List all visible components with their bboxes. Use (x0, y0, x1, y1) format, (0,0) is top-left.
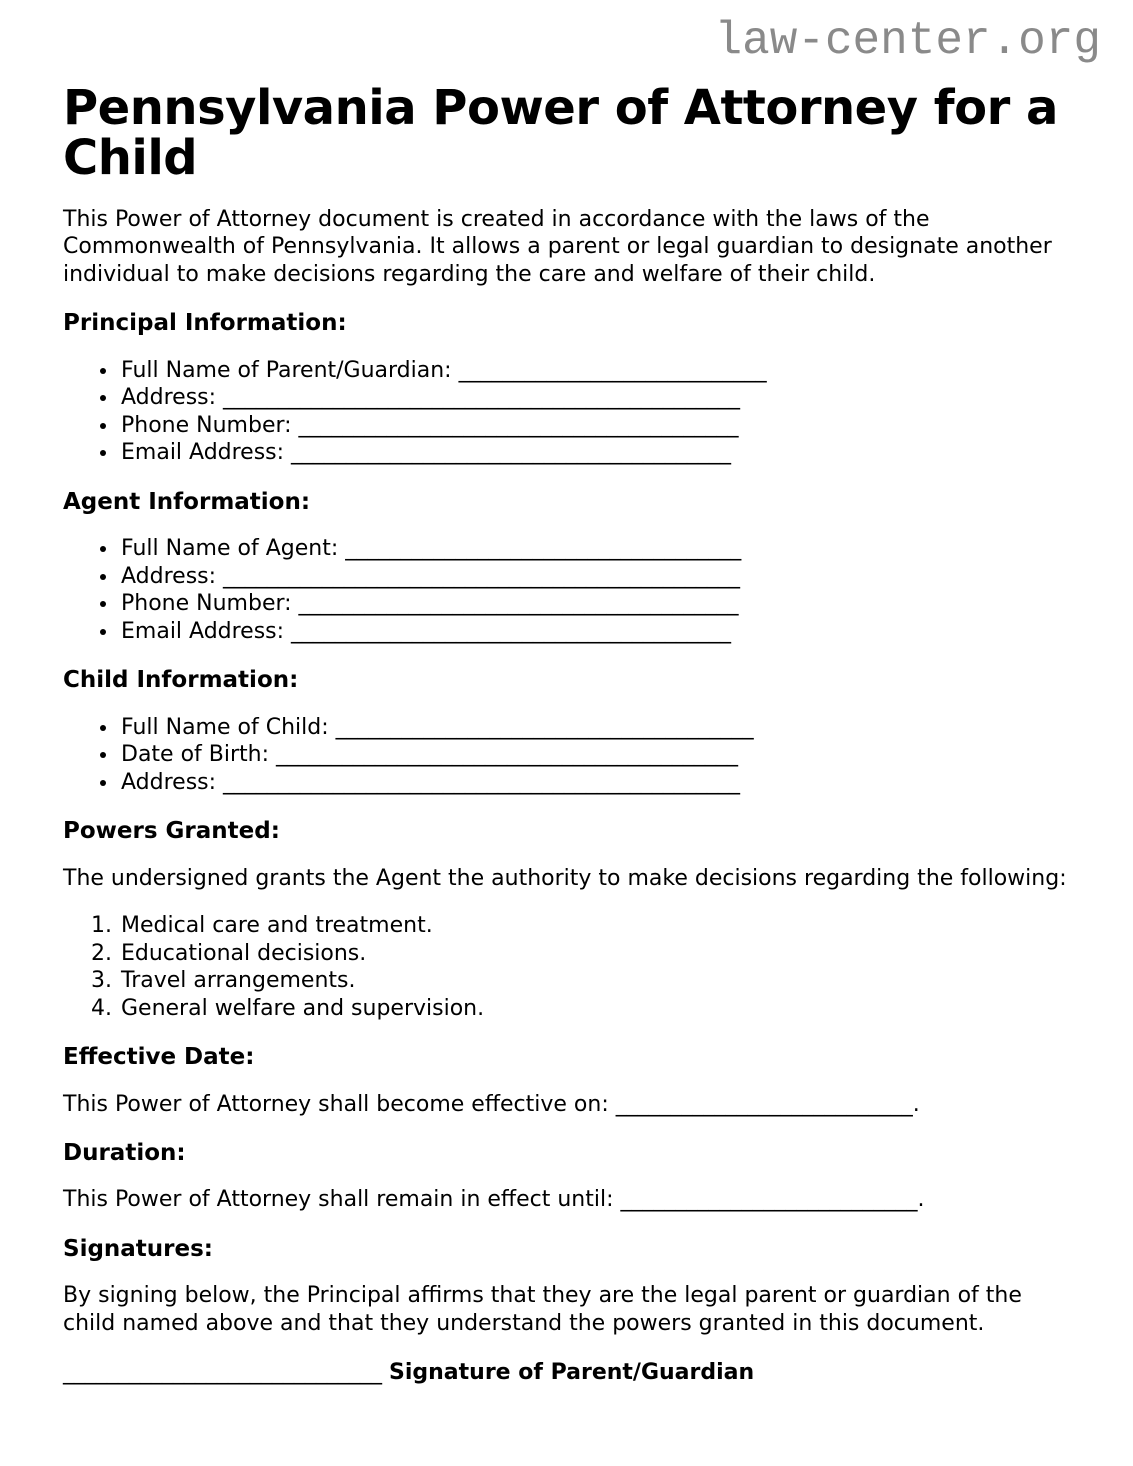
power-item-travel: 3. Travel arrangements. (119, 967, 1070, 995)
section-heading-child: Child Information: (63, 667, 299, 694)
effective-date-line: This Power of Attorney shall become effective on: ___________________________. (63, 1091, 920, 1117)
site-watermark: law-center.org (714, 15, 1101, 67)
section-heading-agent: Agent Information: (63, 488, 311, 515)
powers-intro: The undersigned grants the Agent the authority to make decisions regarding the following: (63, 865, 1067, 891)
agent-email-field: • Email Address: ________________________________________ (119, 618, 1070, 646)
agent-name-field: • Full Name of Agent: ____________________________________ (119, 535, 1070, 563)
power-item-medical: 1. Medical care and treatment. (119, 912, 1070, 940)
power-item-education: 2. Educational decisions. (119, 940, 1070, 968)
principal-email-field: • Email Address: ________________________________________ (119, 439, 1070, 467)
signature-label: Signature of Parent/Guardian (389, 1360, 755, 1386)
power-item-welfare: 4. General welfare and supervision. (119, 995, 1070, 1023)
child-info-list (63, 714, 1070, 797)
agent-info-list (63, 535, 1070, 645)
agent-address-field: • Address: _______________________________________________ (119, 563, 1070, 591)
document-title: Pennsylvania Power of Attorney for a Child (63, 80, 1058, 186)
section-heading-duration: Duration: (63, 1140, 186, 1166)
principal-name-field: • Full Name of Parent/Guardian: ____________________________ (119, 357, 1070, 385)
signature-row (63, 1359, 1070, 1387)
principal-info-list (63, 357, 1070, 467)
section-heading-powers: Powers Granted: (63, 818, 280, 845)
agent-phone-field: • Phone Number: ________________________________________ (119, 590, 1070, 618)
section-heading-signatures: Signatures: (63, 1235, 214, 1262)
intro-paragraph: This Power of Attorney document is created in accordance with the laws of the Commonwealth of Pennsylvania. It allows a parent or legal guardian to designate another individual to make decisions regarding the care and welfare of their child. (63, 206, 1052, 287)
signature-affirmation: By signing below, the Principal affirms that they are the legal parent or guardian of the child named above and that they understand the powers granted in this document. (63, 1283, 1022, 1336)
child-dob-field: • Date of Birth: __________________________________________ (119, 741, 1070, 769)
child-address-field: • Address: _______________________________________________ (119, 769, 1070, 797)
powers-list (63, 912, 1070, 1022)
section-heading-principal: Principal Information: (63, 310, 347, 337)
signature-blank-line: _____________________________ (63, 1360, 382, 1386)
duration-line: This Power of Attorney shall remain in effect until: ___________________________. (63, 1187, 925, 1213)
principal-address-field: • Address: _______________________________________________ (119, 384, 1070, 412)
child-name-field: • Full Name of Child: ______________________________________ (119, 714, 1070, 742)
principal-phone-field: • Phone Number: ________________________________________ (119, 412, 1070, 440)
section-heading-effective-date: Effective Date: (63, 1044, 255, 1071)
